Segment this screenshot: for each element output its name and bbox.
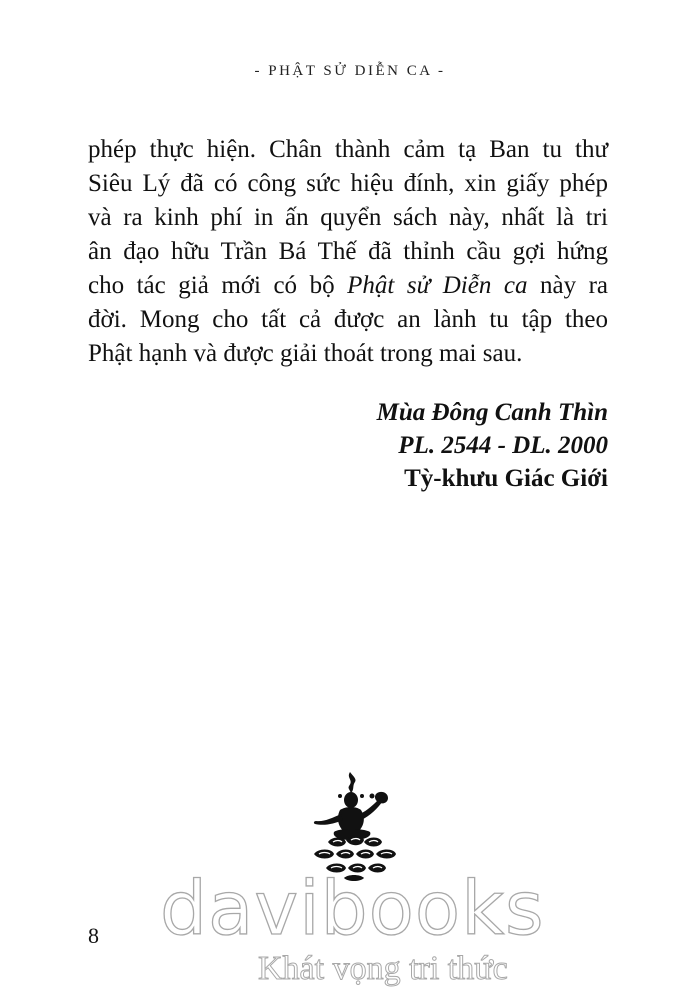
signature-season: Mùa Đông Canh Thìn	[376, 399, 608, 426]
body-line-1: phép thực hiện. Chân thành cảm tạ Ban tu thư	[88, 136, 608, 163]
page-number: 8	[88, 923, 99, 948]
book-title-italic: Phật sử Diễn ca	[347, 272, 528, 299]
body-line-7: Phật hạnh và được giải thoát trong mai sau.	[88, 340, 523, 367]
body-line-5-lead: cho tác giả mới có bộ	[88, 272, 348, 299]
body-line-3: và ra kinh phí in ấn quyển sách này, nhất là tri	[88, 204, 608, 231]
running-header: - PHẬT SỬ DIỄN CA -	[254, 63, 446, 79]
body-line-6: đời. Mong cho tất cả được an lành tu tập theo	[88, 306, 608, 333]
body-paragraph	[88, 133, 608, 371]
watermark-brand-logo: davibooks	[160, 866, 545, 952]
signature-author: Tỳ-khưu Giác Giới	[404, 465, 608, 492]
body-line-2: Siêu Lý đã có công sức hiệu đính, xin giấy phép	[88, 170, 608, 197]
watermark-tagline: Khát vọng tri thức	[258, 950, 508, 987]
signature-block	[377, 396, 608, 495]
body-line-4: ân đạo hữu Trần Bá Thế đã thỉnh cầu gợi hứng	[88, 238, 608, 265]
signature-year: PL. 2544 - DL. 2000	[398, 432, 608, 459]
body-line-5	[88, 269, 608, 303]
watermark	[160, 866, 560, 996]
body-line-5-tail: này ra	[527, 272, 609, 299]
